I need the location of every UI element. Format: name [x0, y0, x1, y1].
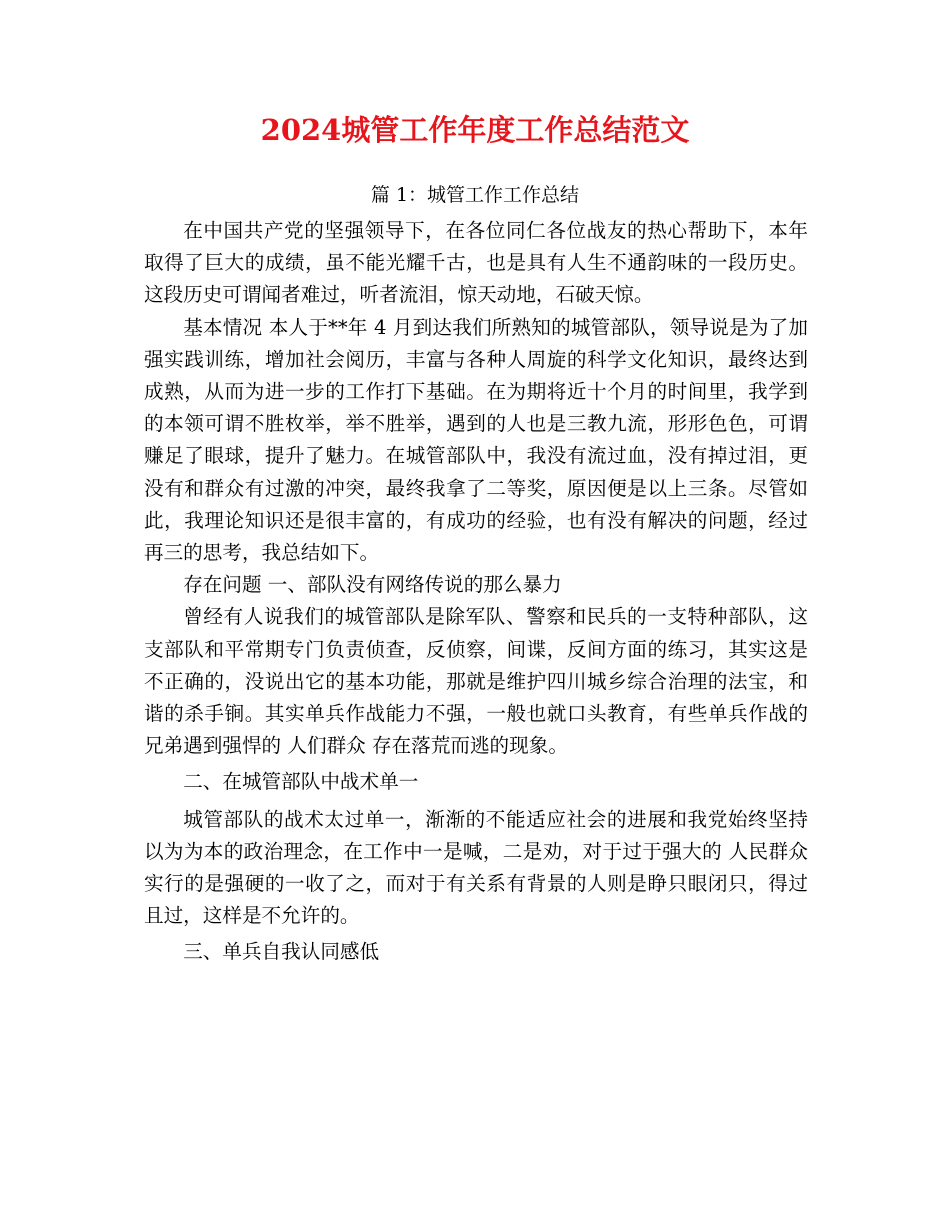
paragraph-problem-1-heading: 存在问题 一、部队没有网络传说的那么暴力: [183, 573, 562, 597]
document-title: 2024城管工作年度工作总结范文: [260, 113, 690, 147]
paragraph-problem-2-heading: 二、在城管部队中战术单一: [183, 770, 419, 794]
paragraph-problem-3-heading: 三、单兵自我认同感低: [183, 940, 380, 964]
document-body: [144, 215, 808, 969]
paragraph-basic-situation: 基本情况 本人于**年 4 月到达我们所熟知的城管部队，领导说是为了加强实践训练，增加社会阅历，丰富与各种人周旋的科学文化知识，最终达到成熟，从而为进一步的工作打下基础。在为期将近十个月的时间里，我学到的本领可谓不胜枚举，举不胜举，遇到的人也是三教九流，形形色色，可谓赚足了眼球，提升了魅力。在城管部队中，我没有流过血，没有掉过泪，更没有和群众有过激的冲突，最终我拿了二等奖，原因便是以上三条。尽管如此，我理论知识还是很丰富的，有成功的经验，也有没有解决的问题，经过再三的思考，我总结如下。: [144, 315, 808, 565]
paragraph-intro: 在中国共产党的坚强领导下，在各位同仁各位战友的热心帮助下，本年取得了巨大的成绩，虽不能光耀千古，也是具有人生不通韵味的一段历史。这段历史可谓闻者难过，听者流泪，惊天动地，石破天惊。: [144, 219, 808, 307]
document-subtitle: 篇 1：城管工作工作总结: [370, 184, 580, 206]
paragraph-problem-1-body: 曾经有人说我们的城管部队是除军队、警察和民兵的一支特种部队，这支部队和平常期专门负责侦查，反侦察，间谍，反间方面的练习，其实这是不正确的，没说出它的基本功能，那就是维护四川城乡综合治理的法宝，和谐的杀手锏。其实单兵作战能力不强，一般也就口头教育，有些单兵作战的兄弟遇到强悍的 人们群众 存在落荒而逃的现象。: [144, 605, 808, 758]
paragraph-problem-2-body: 城管部队的战术太过单一，渐渐的不能适应社会的进展和我党始终坚持以为为本的政治理念，在工作中一是喊，二是劝，对于过于强大的 人民群众 实行的是强硬的一收了之，而对于有关系有背景的人则是睁只眼闭只，得过且过，这样是不允许的。: [144, 807, 808, 928]
